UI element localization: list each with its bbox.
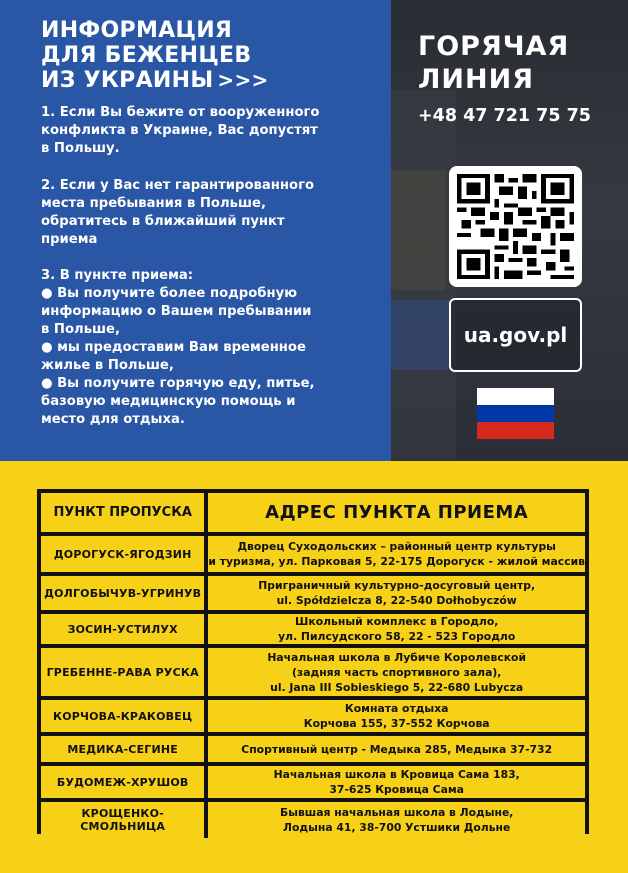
reception-address [208, 576, 585, 614]
paragraph-3 [41, 267, 371, 429]
address-line: ul. Jana III Sobieskiego 5, 22-680 Lubycza [270, 680, 524, 694]
paragraph-line: конфликта в Украине, Вас допустят [41, 123, 318, 138]
table-row [41, 766, 585, 802]
paragraph-line: в Польше, [41, 322, 120, 337]
table-row [41, 648, 585, 700]
address-line: и туризма, ул. Парковая 5, 22-175 Дорогуск - жилой массив [208, 555, 585, 568]
address-line: Начальная школа в Кровица Сама 183, [273, 768, 520, 781]
header-address: АДРЕС ПУНКТА ПРИЕМА [208, 493, 585, 536]
address-line: Лодына 41, 38-700 Устшики Дольне [283, 821, 511, 834]
hotline-title-line: ГОРЯЧАЯ [418, 31, 570, 62]
table-row [41, 614, 585, 648]
address-line: Дворец Суходольских – районный центр культуры [237, 540, 556, 553]
paragraph-line: приема [41, 232, 98, 247]
info-panel [0, 0, 391, 461]
paragraph-line: места пребывания в Польше, [41, 196, 266, 211]
table-row [41, 536, 585, 576]
paragraph-line: место для отдыха. [41, 412, 185, 427]
paragraph-line: 2. Если у Вас нет гарантированного [41, 178, 315, 193]
crossing-name: БУДОМЕЖ-ХРУШОВ [41, 766, 208, 802]
address-line: Бывшая начальная школа в Лодыне, [279, 806, 514, 819]
website-link[interactable]: ua.gov.pl [449, 298, 582, 372]
paragraph-line: информацию о Вашем пребывании [41, 304, 312, 319]
paragraph-line: базовую медицинскую помощь и [41, 394, 296, 409]
crossing-name: КРОЩЕНКО-СМОЛЬНИЦА [41, 802, 208, 838]
background-photo [391, 170, 446, 290]
reception-address [208, 736, 585, 766]
header-crossing: ПУНКТ ПРОПУСКА [41, 493, 208, 536]
reception-points-table [37, 489, 589, 834]
qr-code[interactable] [449, 166, 582, 287]
paragraph-line: 3. В пункте приема: [41, 268, 194, 283]
bullet-line: ● Вы получите более подробную [41, 286, 298, 301]
paragraph-1 [41, 104, 371, 158]
address-line: Комната отдыха [344, 702, 449, 715]
flag-stripe-blue [477, 405, 554, 422]
crossing-name: ЗОСИН-УСТИЛУХ [41, 614, 208, 648]
paragraph-line: жилье в Польше, [41, 358, 174, 373]
address-line: ul. Spółdzielcza 8, 22-540 Dołhobyczów [276, 594, 517, 607]
reception-address [208, 614, 585, 648]
crossing-name: МЕДИКА-СЕГИНЕ [41, 736, 208, 766]
reception-address [208, 536, 585, 576]
paragraph-line: 1. Если Вы бежите от вооруженного [41, 105, 320, 120]
address-line: ул. Пилсудского 58, 22 - 523 Городло [278, 630, 516, 643]
crossing-name: КОРЧОВА-КРАКОВЕЦ [41, 700, 208, 736]
info-title [41, 18, 269, 93]
bullet-line: ● Вы получите горячую еду, питье, [41, 376, 315, 391]
crossing-name: ГРЕБЕННЕ-РАВА РУСКА [41, 648, 208, 700]
hotline-title-line: ЛИНИЯ [418, 64, 535, 95]
crossing-name: ДОЛГОБЫЧУВ-УГРИНУВ [41, 576, 208, 614]
hotline-phone[interactable]: +48 47 721 75 75 [418, 106, 591, 126]
title-line: ИЗ УКРАИНЫ [41, 68, 214, 93]
title-line: ДЛЯ БЕЖЕНЦЕВ [41, 43, 252, 68]
address-line: Корчова 155, 37-552 Корчова [303, 717, 490, 730]
address-line: Школьный комплекс в Городло, [295, 615, 499, 628]
address-line: Начальная школа в Лубиче Королевской [267, 650, 527, 664]
crossing-name: ДОРОГУСК-ЯГОДЗИН [41, 536, 208, 576]
qr-code-icon [457, 174, 574, 279]
reception-address [208, 766, 585, 802]
table-row [41, 576, 585, 614]
paragraph-line: в Польшу. [41, 141, 120, 156]
hotline-title [418, 30, 569, 96]
address-line: Спортивный центр - Медыка 285, Медыка 37-732 [241, 742, 553, 756]
title-line: ИНФОРМАЦИЯ [41, 18, 233, 43]
bullet-line: ● мы предоставим Вам временное [41, 340, 306, 355]
table-row [41, 802, 585, 838]
reception-address [208, 802, 585, 838]
reception-address [208, 648, 585, 700]
table-row [41, 736, 585, 766]
address-line: (задняя часть спортивного зала), [292, 665, 502, 679]
flag-stripe-red [477, 422, 554, 439]
table-row [41, 700, 585, 736]
address-line: Приграничный культурно-досуговый центр, [258, 579, 536, 592]
arrows-icon: >>> [217, 68, 269, 92]
table-header-row [41, 493, 585, 536]
background-photo [391, 300, 451, 370]
table [41, 493, 585, 838]
russian-flag-icon[interactable] [477, 388, 554, 439]
flag-stripe-white [477, 388, 554, 405]
address-line: 37-625 Кровица Сама [329, 783, 464, 796]
reception-address [208, 700, 585, 736]
paragraph-2 [41, 177, 371, 249]
paragraph-line: обратитесь в ближайший пункт [41, 214, 285, 229]
